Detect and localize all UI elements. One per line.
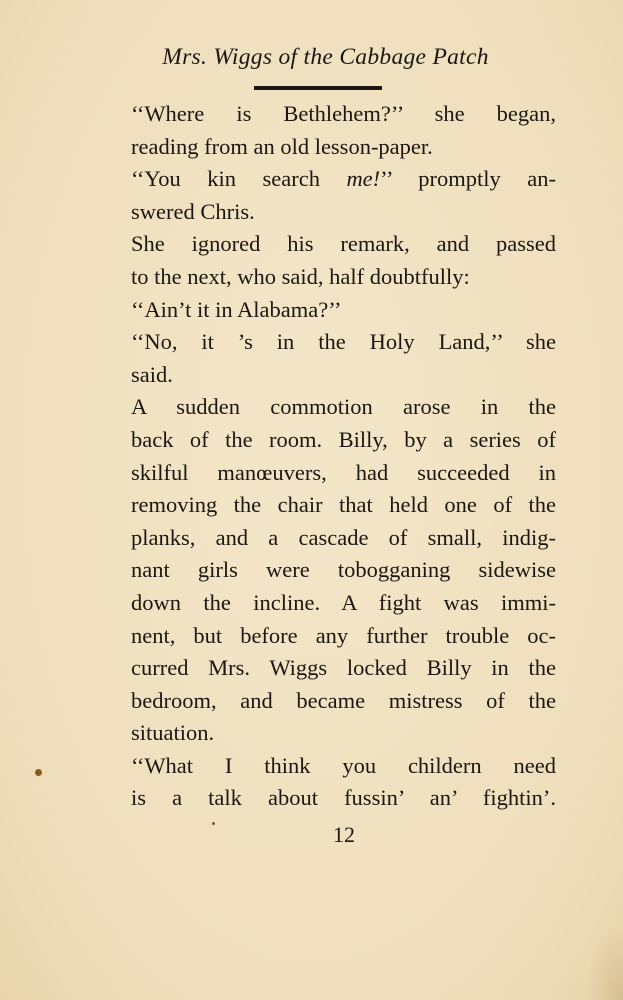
text-line-1: ‘‘Where is Bethlehem?’’ she began,	[131, 101, 556, 126]
body-text	[131, 98, 556, 815]
text-line-3-end: ’’ promptly an-	[380, 166, 556, 192]
header-rule	[254, 86, 382, 90]
text-line-15: nant girls were tobogganing sidewise	[131, 557, 556, 583]
page-number: 12	[333, 822, 355, 847]
text-line-14: planks, and a cascade of small, indig-	[131, 524, 556, 550]
text-line-18: curred Mrs. Wiggs locked Billy in the	[131, 655, 556, 681]
text-line-20: situation.	[131, 720, 215, 746]
emphasized-word: me!	[346, 166, 381, 192]
text-line-22: is a talk about fussin’ an’ fightin’.	[131, 785, 556, 811]
paper-speck	[35, 769, 42, 776]
text-line-9: said.	[131, 361, 173, 387]
text-line-16: down the incline. A fight was immi-	[131, 589, 556, 615]
text-line-11: back of the room. Billy, by a series of	[131, 426, 556, 452]
text-line-12: skilful manœuvers, had succeeded in	[131, 459, 556, 485]
running-head: Mrs. Wiggs of the Cabbage Patch	[162, 44, 489, 70]
text-line-8: ‘‘No, it ’s in the Holy Land,’’ she	[131, 329, 556, 355]
text-line-7: ‘‘Ain’t it in Alabama?’’	[131, 296, 342, 322]
text-line-5: She ignored his remark, and passed	[131, 231, 556, 257]
text-line-3	[131, 163, 556, 196]
text-line-10: A sudden commotion arose in the	[131, 394, 556, 420]
text-line-2: reading from an old lesson-paper.	[131, 133, 433, 159]
text-line-3-start: ‘‘You kin search	[131, 166, 347, 192]
text-line-21: ‘‘What I think you childern need	[131, 752, 556, 778]
paper-stain	[583, 920, 623, 1000]
paper-speck-small	[212, 822, 215, 825]
text-line-13: removing the chair that held one of the	[131, 492, 556, 518]
text-line-6: to the next, who said, half doubtfully:	[131, 263, 470, 289]
text-line-17: nent, but before any further trouble oc-	[131, 622, 556, 648]
text-line-4: swered Chris.	[131, 198, 255, 224]
text-line-19: bedroom, and became mistress of the	[131, 687, 556, 713]
